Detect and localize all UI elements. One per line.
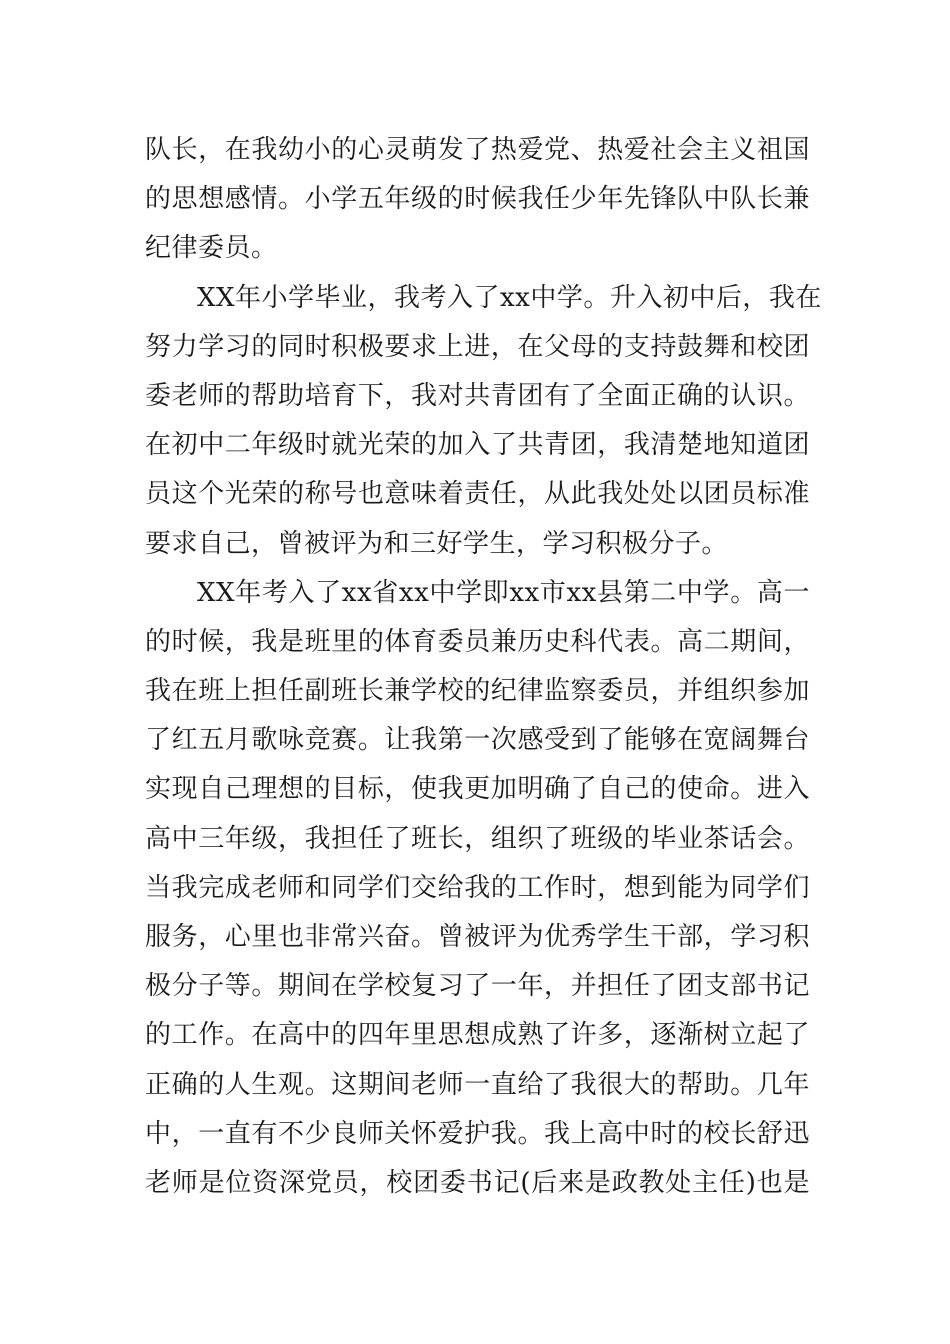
text-line: 队长，在我幼小的心灵萌发了热爱党、热爱社会主义祖国 bbox=[145, 135, 810, 165]
text-line: 的工作。在高中的四年里思想成熟了许多，逐渐树立起了 bbox=[145, 1020, 810, 1051]
text-line: XX年小学毕业，我考入了xx中学。升入初中后，我在 bbox=[197, 282, 822, 313]
text-line: 服务，心里也非常兴奋。曾被评为优秀学生干部，学习积 bbox=[145, 922, 810, 952]
text-line: 的思想感情。小学五年级的时候我任少年先锋队中队长兼 bbox=[145, 184, 810, 215]
text-line: 当我完成老师和同学们交给我的工作时，想到能为同学们 bbox=[145, 872, 810, 903]
text-line: 我在班上担任副班长兼学校的纪律监察委员，并组织参加 bbox=[145, 676, 810, 707]
text-line: 要求自己，曾被评为和三好学生，学习积极分子。 bbox=[145, 528, 729, 559]
text-line: 努力学习的同时积极要求上进，在父母的支持鼓舞和校团 bbox=[145, 331, 810, 362]
text-line: 老师是位资深党员，校团委书记(后来是政教处主任)也是 bbox=[145, 1167, 810, 1198]
text-line: 员这个光荣的称号也意味着责任，从此我处处以团员标准 bbox=[145, 479, 810, 510]
document-body bbox=[145, 126, 822, 1208]
text-line: 极分子等。期间在学校复习了一年，并担任了团支部书记 bbox=[145, 971, 810, 1002]
text-line: 纪律委员。 bbox=[145, 233, 278, 264]
text-line: 中，一直有不少良师关怀爱护我。我上高中时的校长舒迅 bbox=[145, 1118, 810, 1149]
text-line: 实现自己理想的目标，使我更加明确了自己的使命。进入 bbox=[145, 774, 810, 805]
text-line: XX年考入了xx省xx中学即xx市xx县第二中学。高一 bbox=[197, 577, 810, 608]
text-line: 委老师的帮助培育下，我对共青团有了全面正确的认识。 bbox=[145, 380, 810, 411]
text-line: 在初中二年级时就光荣的加入了共青团，我清楚地知道团 bbox=[145, 430, 810, 461]
text-line: 高中三年级，我担任了班长，组织了班级的毕业茶话会。 bbox=[145, 823, 810, 854]
text-line: 的时候，我是班里的体育委员兼历史科代表。高二期间， bbox=[145, 626, 810, 657]
text-line: 了红五月歌咏竞赛。让我第一次感受到了能够在宽阔舞台 bbox=[145, 725, 810, 756]
text-line: 正确的人生观。这期间老师一直给了我很大的帮助。几年 bbox=[145, 1069, 810, 1100]
